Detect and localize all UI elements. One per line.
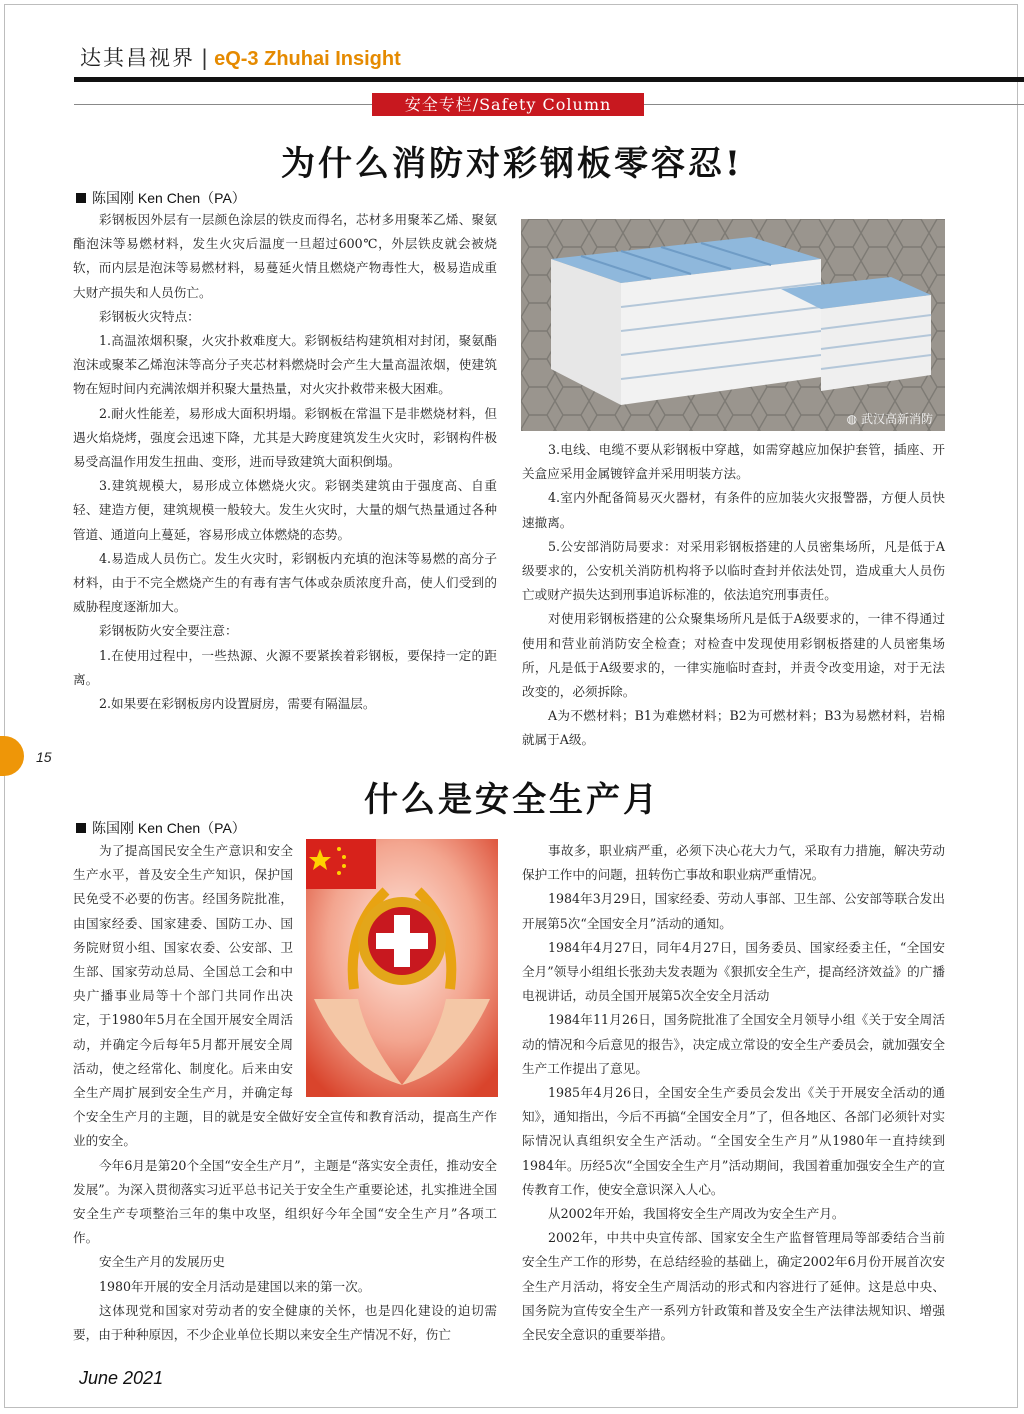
paragraph: 彩钢板火灾特点：: [99, 308, 200, 324]
paragraph: 3.电线、电缆不要从彩钢板中穿越，如需穿越应加保护套管，插座、开关盒应采用金属镀锌盒并采用明装方法。: [522, 442, 945, 482]
color-steel-panels-photo: [521, 219, 945, 431]
paragraph: 5.公安部消防局要求：对采用彩钢板搭建的人员密集场所，凡是低于A级要求的，公安机关消防机构将予以临时查封并依法处罚，造成重大人员伤亡或财产损失达到刑事追诉标准的，依法追究刑事责任。: [522, 538, 945, 603]
paragraph: 1984年11月26日，国务院批准了全国安全月领导小组《关于安全周活动的情况和今后意见的报告》，决定成立常设的安全生产委员会，就加强安全生产工作提出了意见。: [522, 1012, 945, 1076]
masthead: [80, 42, 401, 72]
paragraph: 2.耐火性能差，易形成大面积坍塌。彩钢板在常温下是非燃烧材料，但遇火焰烧烤，强度会迅速下降，尤其是大跨度建筑发生火灾时，彩钢构件极易受高温作用发生扭曲、变形，进而导致建筑大面积倒塌。: [73, 405, 497, 470]
magazine-name-cn: 达其昌视界: [80, 46, 195, 70]
wechat-icon: ◍: [846, 412, 858, 426]
safety-month-poster: [306, 839, 498, 1097]
paragraph: 3.建筑规模大，易形成立体燃烧火灾。彩钢类建筑由于强度高、自重轻、建造方便，建筑规模一般较大。发生火灾时，大量的烟气热量通过各种管道、通道向上蔓延，容易形成立体燃烧的态势。: [73, 478, 497, 542]
steel-panel-illustration: [521, 219, 945, 431]
article1-author: 陈国刚 Ken Chen（PA）: [92, 190, 246, 206]
paragraph: 1.在使用过程中，一些热源、火源不要紧挨着彩钢板，要保持一定的距离。: [73, 647, 497, 687]
paragraph: 今年6月是第20个全国“安全生产月”，主题是“落实安全责任，推动安全发展”。为深入贯彻落实习近平总书记关于安全生产重要论述，扎实推进全国安全生产专项整治三年的集中攻坚，组织好今年全国“安全生产月”各项工作。: [73, 1157, 497, 1246]
paragraph: 1980年开展的安全月活动是建国以来的第一次。: [99, 1278, 371, 1294]
safety-emblem-illustration: [306, 839, 498, 1097]
article2-title: 什么是安全生产月: [364, 780, 660, 820]
paragraph: 对使用彩钢板搭建的公众聚集场所凡是低于A级要求的，一律不得通过使用和营业前消防安全检查；对检查中发现使用彩钢板搭建的人员密集场所，凡是低于A级要求的，一律实施临时查封，并责令改变用途，对于无法改变的，必须拆除。: [522, 611, 945, 700]
paragraph: 2.如果要在彩钢板房内设置厨房，需要有隔温层。: [99, 696, 376, 712]
masthead-separator: |: [201, 46, 209, 70]
paragraph: 1985年4月26日，全国安全生产委员会发出《关于开展安全活动的通知》，通知指出，今后不再搞“全国安全月”了，但各地区、各部门必须针对实际情况认真组织安全生产活动。“全国安全生产月”从1980年一直持续到1984年。历经5次“全国安全生产月”活动期间，我国着重加强安全生产的宣传教育工作，使安全意识深入人心。: [522, 1085, 945, 1197]
header-rule-thick: [74, 77, 1024, 82]
article1-right-column: [522, 438, 945, 753]
paragraph: 彩钢板防火安全要注意：: [99, 623, 238, 639]
byline-square-icon: [76, 193, 86, 203]
article1-byline: [76, 188, 246, 208]
panel-stack-left: [551, 237, 821, 405]
article2-byline: [76, 818, 246, 838]
paragraph: 4.易造成人员伤亡。发生火灾时，彩钢板内充填的泡沫等易燃的高分子材料，由于不完全燃烧产生的有毒有害气体或杂质浓度升高，使人们受到的威胁程度逐渐加大。: [73, 550, 497, 615]
article2-author: 陈国刚 Ken Chen（PA）: [92, 820, 246, 836]
photo-watermark: [847, 410, 933, 427]
paragraph: 事故多，职业病严重，必须下决心花大力气，采取有力措施，解决劳动保护工作中的问题，扭转伤亡事故和职业病严重情况。: [522, 843, 945, 883]
byline-square-icon: [76, 823, 86, 833]
magazine-name-en: eQ-3 Zhuhai Insight: [214, 48, 401, 70]
paragraph: 1.高温浓烟积聚，火灾扑救难度大。彩钢板结构建筑相对封闭，聚氨酯泡沫或聚苯乙烯泡沫等高分子夹芯材料燃烧时会产生大量高温浓烟，使建筑物在短时间内充满浓烟并积聚大量热量，对火灾扑救带来极大困难。: [73, 333, 497, 397]
paragraph: A为不燃材料；B1为难燃材料；B2为可燃材料；B3为易燃材料，岩棉就属于A级。: [522, 708, 945, 748]
paragraph: 1984年3月29日，国家经委、劳动人事部、卫生部、公安部等联合发出开展第5次“全国安全月”活动的通知。: [522, 891, 945, 931]
article1-left-column: [73, 208, 497, 716]
page-number: 15: [36, 749, 52, 765]
paragraph: 这体现党和国家对劳动者的安全健康的关怀，也是四化建设的迫切需要，由于种种原因，不少企业单位长期以来安全生产情况不好，伤亡: [73, 1302, 497, 1343]
paragraph: 为了提高国民安全生产意识和安全生产水平，普及安全生产知识，保护国民免受不必要的伤害。经国务院批准，由国家经委、国家建委、国防工办、国务院财贸小组、国家农委、公安部、卫生部、国家劳动总局、全国总工会和中央广播事业局等十个部门共同作出决定，于1980年5月在全国开展安全周活动，并确定今后每年5月都开展安全周活动，使之经常化、制度化。后来由安全生产周扩展到安全生产月，并确定每个安全生产月的主题，目的就是安全做好安全宣传和教育活动，提高生产作业的安全。: [73, 843, 497, 1149]
article1-title: 为什么消防对彩钢板零容忍!: [281, 144, 743, 184]
paragraph: 4.室内外配备简易灭火器材，有条件的应加装火灾报警器，方便人员快速撤离。: [522, 490, 945, 530]
footer-date: June 2021: [79, 1368, 164, 1388]
column-tag: 安全专栏/Safety Column: [372, 93, 644, 116]
photo-watermark-text: 武汉高新消防: [860, 412, 933, 426]
paragraph: 安全生产月的发展历史: [99, 1254, 225, 1270]
paragraph: 1984年4月27日，同年4月27日，国务委员、国家经委主任，“全国安全月”领导小组组长张劲夫发表题为《狠抓安全生产，提高经济效益》的广播电视讲话，动员全国开展第5次全安全月活动: [522, 939, 945, 1004]
article2-right-column: [522, 839, 945, 1347]
paragraph: 从2002年开始，我国将安全生产周改为安全生产月。: [548, 1206, 845, 1222]
paragraph: 彩钢板因外层有一层颜色涂层的铁皮而得名，芯材多用聚苯乙烯、聚氨酯泡沫等易燃材料，发生火灾后温度一旦超过600℃，外层铁皮就会被烧软，而内层是泡沫等易燃材料，易蔓延火情且燃烧产物毒性大，极易造成重大财产损失和人员伤亡。: [73, 212, 497, 300]
paragraph: 2002年，中共中央宣传部、国家安全生产监督管理局等部委结合当前安全生产工作的形势，在总结经验的基础上，确定2002年6月份开展首次安全生产月活动，将安全生产周活动的形式和内容进行了延伸。这是总中央、国务院为宣传安全生产一系列方针政策和普及安全生产法律法规知识、增强全民安全意识的重要举措。: [522, 1230, 945, 1343]
